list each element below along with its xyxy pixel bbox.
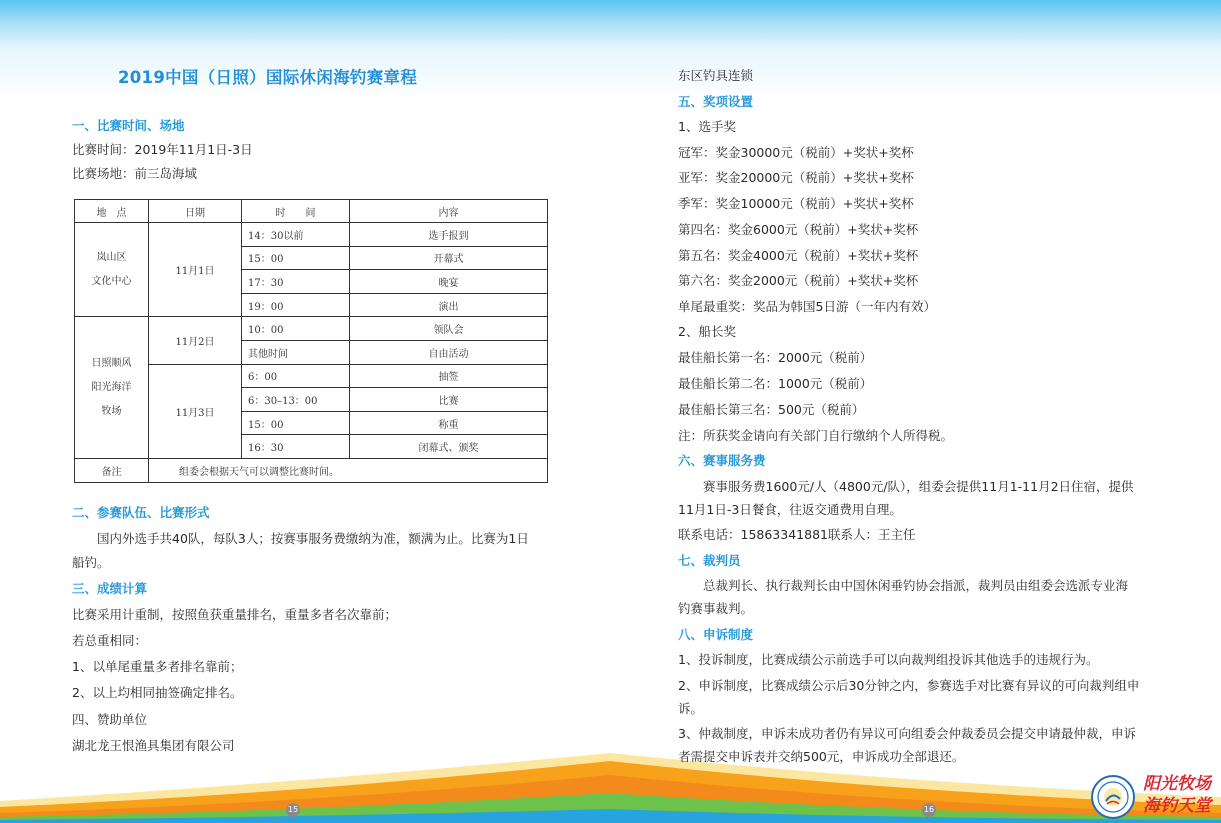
location-line: 日照顺风 (91, 357, 132, 369)
location-line: 牧场 (101, 405, 122, 417)
note-text: 组委会根据天气可以调整比赛时间。 (149, 458, 548, 482)
match-time: 比赛时间：2019年11月1日-3日 (72, 142, 253, 157)
date-cell: 11月1日 (149, 223, 242, 317)
section-4-heading: 四、赞助单位 (72, 712, 148, 727)
appeal-line-cont: 诉。 (678, 701, 704, 716)
time-cell: 6：00 (242, 364, 350, 388)
appeal-line: 2、申诉制度，比赛成绩公示后30分钟之内，参赛选手对比赛有异议的可向裁判组申 (678, 678, 1140, 693)
time-cell: 其他时间 (242, 340, 350, 364)
award-item: 单尾最重奖：奖品为韩国5日游（一年内有效） (678, 299, 936, 314)
fee-paragraph: 赛事服务费1600元/人（4800元/队），组委会提供11月1-11月2日住宿，提供 (703, 479, 1134, 494)
award-item: 第四名：奖金6000元（税前）+奖状+奖杯 (678, 222, 919, 237)
section-8-heading: 八、申诉制度 (678, 627, 754, 642)
fee-paragraph-cont: 11月1日-3日餐食，往返交通费用自理。 (678, 502, 902, 517)
captain-award-item: 最佳船长第一名：2000元（税前） (678, 350, 873, 365)
club-logo-icon (1091, 775, 1135, 819)
section-6-heading: 六、赛事服务费 (678, 453, 766, 468)
location-line: 阳光海洋 (91, 381, 132, 393)
time-cell: 15：00 (242, 411, 350, 435)
time-cell: 17：30 (242, 270, 350, 294)
section-2-paragraph: 国内外选手共40队，每队3人；按赛事服务费缴纳为准，额满为止。比赛为1日 (97, 531, 529, 546)
award-item: 亚军：奖金20000元（税前）+奖状+奖杯 (678, 170, 914, 185)
brand-slogan-line: 海钓天堂 (1143, 796, 1211, 816)
award-item: 冠军：奖金30000元（税前）+奖状+奖杯 (678, 145, 914, 160)
table-header: 时 间 (242, 200, 350, 223)
content-cell: 晚宴 (350, 270, 548, 294)
tax-note: 注：所获奖金请向有关部门自行缴纳个人所得税。 (678, 428, 954, 443)
content-cell: 抽签 (350, 364, 548, 388)
content-cell: 自由活动 (350, 340, 548, 364)
section-7-heading: 七、裁判员 (678, 553, 741, 568)
schedule-table (74, 199, 548, 483)
section-5-heading: 五、奖项设置 (678, 94, 754, 109)
location-cell (75, 223, 149, 317)
document-title: 2019中国（日照）国际休闲海钓赛章程 (118, 68, 418, 87)
section-3-line: 比赛采用计重制，按照鱼获重量排名，重量多者名次靠前； (72, 607, 398, 622)
page-number-right: 16 (922, 803, 936, 817)
section-2-heading: 二、参赛队伍、比赛形式 (72, 505, 210, 520)
content-cell: 选手报到 (350, 223, 548, 247)
brand-slogan (1143, 773, 1211, 817)
table-header: 地 点 (75, 200, 149, 223)
award-subheading: 2、船长奖 (678, 324, 736, 339)
section-3-line: 1、以单尾重量多者排名靠前； (72, 659, 243, 674)
section-2-paragraph-cont: 船钓。 (72, 555, 110, 570)
appeal-line: 3、仲裁制度，申诉未成功者仍有异议可向组委会仲裁委员会提交申请最仲裁，申诉 (678, 726, 1136, 741)
table-header: 内容 (350, 200, 548, 223)
award-subheading: 1、选手奖 (678, 119, 736, 134)
note-label: 备注 (75, 458, 149, 482)
time-cell: 10：00 (242, 317, 350, 341)
time-cell: 14：30以前 (242, 223, 350, 247)
section-3-line: 若总重相同： (72, 633, 148, 648)
content-cell: 演出 (350, 293, 548, 317)
content-cell: 领队会 (350, 317, 548, 341)
captain-award-item: 最佳船长第三名：500元（税前） (678, 402, 865, 417)
captain-award-item: 最佳船长第二名：1000元（税前） (678, 376, 873, 391)
location-line: 文化中心 (91, 275, 132, 287)
content-cell: 闭幕式、颁奖 (350, 435, 548, 459)
section-3-line: 2、以上均相同抽签确定排名。 (72, 685, 243, 700)
award-item: 第六名：奖金2000元（税前）+奖状+奖杯 (678, 273, 919, 288)
referee-paragraph-cont: 钓赛事裁判。 (678, 601, 754, 616)
section-1-heading: 一、比赛时间、场地 (72, 118, 185, 133)
brand-slogan-line: 阳光牧场 (1143, 774, 1211, 794)
page-number-left: 15 (286, 803, 300, 817)
appeal-line: 1、投诉制度，比赛成绩公示前选手可以向裁判组投诉其他选手的违规行为。 (678, 652, 1099, 667)
award-item: 季军：奖金10000元（税前）+奖状+奖杯 (678, 196, 914, 211)
sponsor-line: 东区钓具连锁 (678, 68, 754, 83)
contact-line: 联系电话：15863341881联系人：王主任 (678, 527, 916, 542)
section-3-heading: 三、成绩计算 (72, 581, 148, 596)
location-cell (75, 317, 149, 459)
time-cell: 15：00 (242, 246, 350, 270)
date-cell: 11月3日 (149, 364, 242, 458)
appeal-line-cont: 者需提交申诉表并交纳500元，申诉成功全部退还。 (678, 749, 965, 764)
content-cell: 比赛 (350, 388, 548, 412)
time-cell: 6：30–13：00 (242, 388, 350, 412)
time-cell: 16：30 (242, 435, 350, 459)
location-line: 岚山区 (96, 251, 127, 263)
content-cell: 开幕式 (350, 246, 548, 270)
date-cell: 11月2日 (149, 317, 242, 364)
referee-paragraph: 总裁判长、执行裁判长由中国休闲垂钓协会指派，裁判员由组委会选派专业海 (703, 578, 1129, 593)
table-header: 日期 (149, 200, 242, 223)
match-venue: 比赛场地：前三岛海域 (72, 166, 198, 181)
content-cell: 称重 (350, 411, 548, 435)
time-cell: 19：00 (242, 293, 350, 317)
footer-wave-decoration (0, 753, 1221, 823)
award-item: 第五名：奖金4000元（税前）+奖状+奖杯 (678, 248, 919, 263)
sponsor-line: 湖北龙王恨渔具集团有限公司 (72, 738, 235, 753)
